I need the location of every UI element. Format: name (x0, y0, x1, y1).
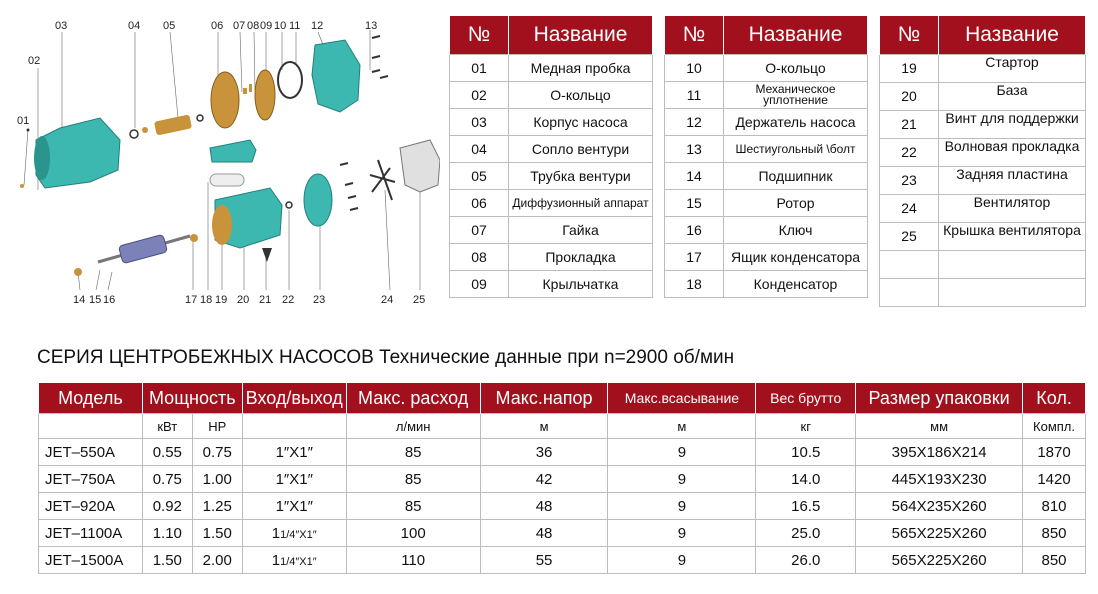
part-name: Волновая прокладка (939, 139, 1086, 167)
cell-pack: 445X193X230 (856, 466, 1023, 493)
parts-row (880, 111, 1086, 139)
part-number: 21 (880, 111, 939, 139)
cell-weight: 14.0 (756, 466, 856, 493)
part-name: Крышка вентилятора (939, 223, 1086, 251)
header-pack: Размер упаковки (856, 383, 1023, 414)
parts-row (880, 195, 1086, 223)
parts-row (665, 244, 868, 271)
part-number: 20 (880, 83, 939, 111)
cell-hp: 1.50 (192, 520, 242, 547)
part-name: Ящик конденсатора (724, 244, 868, 271)
exploded-pump-diagram (0, 0, 440, 320)
part-name: Ключ (724, 217, 868, 244)
cell-flow: 100 (346, 520, 480, 547)
parts-row (880, 251, 1086, 279)
cell-head: 55 (480, 547, 608, 574)
part-label-10: 10 (274, 20, 287, 32)
unit-head: м (480, 414, 608, 439)
part-number: 17 (665, 244, 724, 271)
unit-qty: Компл. (1023, 414, 1086, 439)
cell-qty: 1420 (1023, 466, 1086, 493)
cell-suction: 9 (608, 547, 756, 574)
parts-row (450, 163, 653, 190)
parts-row (665, 82, 868, 109)
part-label-24: 24 (381, 294, 394, 306)
part-number: 12 (665, 109, 724, 136)
cell-hp: 2.00 (192, 547, 242, 574)
part-number: 13 (665, 136, 724, 163)
cell-weight: 10.5 (756, 439, 856, 466)
cell-suction: 9 (608, 520, 756, 547)
inout-whole: 1″X1″ (275, 470, 313, 488)
inout-whole: 1 (271, 551, 281, 569)
part-name: База (939, 83, 1086, 111)
parts-row (665, 55, 868, 82)
part-name: Держатель насоса (724, 109, 868, 136)
cell-hp: 1.00 (192, 466, 242, 493)
cell-qty: 1870 (1023, 439, 1086, 466)
part-name: Гайка (509, 217, 653, 244)
parts-row (880, 279, 1086, 307)
spec-row (39, 547, 1086, 574)
cell-head: 48 (480, 520, 608, 547)
spec-row (39, 520, 1086, 547)
part-name: Стартор (939, 55, 1086, 83)
no-header: № (880, 16, 939, 55)
part-name: Крыльчатка (509, 271, 653, 298)
part-label-20: 20 (237, 294, 250, 306)
part-number: 15 (665, 190, 724, 217)
part-name: Медная пробка (509, 55, 653, 82)
header-model: Модель (39, 383, 143, 414)
inout-fraction: 1/4″X1″ (280, 555, 317, 568)
part-label-15: 15 (89, 294, 102, 306)
part-label-01: 01 (17, 115, 30, 127)
cell-flow: 110 (346, 547, 480, 574)
part-label-23: 23 (313, 294, 326, 306)
parts-row (450, 244, 653, 271)
inout-whole: 1″X1″ (275, 497, 313, 515)
part-number (880, 251, 939, 279)
parts-row (665, 109, 868, 136)
part-number: 18 (665, 271, 724, 298)
part-number (880, 279, 939, 307)
cell-model: JET–1500A (39, 547, 143, 574)
part-label-08: 08 (247, 20, 260, 32)
parts-row (665, 136, 868, 163)
cell-model: JET–550A (39, 439, 143, 466)
cell-pack: 564X235X260 (856, 493, 1023, 520)
parts-table-2 (664, 16, 868, 298)
header-head: Макс.напор (480, 383, 608, 414)
part-name: Ротор (724, 190, 868, 217)
spec-row (39, 439, 1086, 466)
part-name: Задняя пластина (939, 167, 1086, 195)
part-label-06: 06 (211, 20, 224, 32)
unit-suction: м (608, 414, 756, 439)
part-label-14: 14 (73, 294, 86, 306)
parts-row (880, 139, 1086, 167)
part-number: 16 (665, 217, 724, 244)
cell-kw: 1.10 (142, 520, 192, 547)
cell-kw: 0.92 (142, 493, 192, 520)
part-label-22: 22 (282, 294, 295, 306)
part-number: 05 (450, 163, 509, 190)
part-number: 22 (880, 139, 939, 167)
unit-model (39, 414, 143, 439)
cell-pack: 565X225X260 (856, 520, 1023, 547)
cell-flow: 85 (346, 439, 480, 466)
part-label-12: 12 (311, 20, 324, 32)
no-header: № (450, 16, 509, 55)
header-power: Мощность (142, 383, 242, 414)
part-name: Вентилятор (939, 195, 1086, 223)
part-name: О-кольцо (509, 82, 653, 109)
cell-hp: 0.75 (192, 439, 242, 466)
part-label-11: 11 (289, 20, 301, 32)
cell-weight: 25.0 (756, 520, 856, 547)
header-inout: Вход/выход (242, 383, 346, 414)
part-name: Сопло вентури (509, 136, 653, 163)
cell-model: JET–1100A (39, 520, 143, 547)
spec-row (39, 493, 1086, 520)
series-title: СЕРИЯ ЦЕНТРОБЕЖНЫХ НАСОСОВ Технические данные при n=2900 об/мин (37, 347, 735, 368)
parts-row (880, 167, 1086, 195)
parts-row (450, 271, 653, 298)
cell-head: 36 (480, 439, 608, 466)
cell-model: JET–920A (39, 493, 143, 520)
parts-row (450, 190, 653, 217)
header-flow: Макс. расход (346, 383, 480, 414)
inout-whole: 1″X1″ (275, 443, 313, 461)
name-header: Название (509, 16, 653, 55)
cell-kw: 0.55 (142, 439, 192, 466)
parts-table-3 (879, 16, 1086, 307)
unit-weight: кг (756, 414, 856, 439)
part-name: Трубка вентури (509, 163, 653, 190)
part-number: 10 (665, 55, 724, 82)
unit-inout (242, 414, 346, 439)
inout-whole: 1 (271, 524, 281, 542)
cell-suction: 9 (608, 439, 756, 466)
cell-pack: 395X186X214 (856, 439, 1023, 466)
spec-table (38, 383, 1086, 574)
parts-row (450, 109, 653, 136)
part-name: Диффузионный аппарат (509, 190, 653, 217)
header-suction: Макс.всасывание (608, 383, 756, 414)
unit-flow: л/мин (346, 414, 480, 439)
header-weight: Вес брутто (756, 383, 856, 414)
part-name: Конденсатор (724, 271, 868, 298)
parts-row (880, 55, 1086, 83)
part-label-09: 09 (260, 20, 273, 32)
part-number: 07 (450, 217, 509, 244)
part-label-21: 21 (259, 294, 272, 306)
cell-suction: 9 (608, 493, 756, 520)
cell-suction: 9 (608, 466, 756, 493)
parts-table-1 (449, 16, 653, 298)
part-name (939, 251, 1086, 279)
part-label-02: 02 (28, 55, 41, 67)
part-number: 01 (450, 55, 509, 82)
unit-kw: кВт (142, 414, 192, 439)
part-number: 25 (880, 223, 939, 251)
cell-inout (242, 520, 346, 547)
part-number: 19 (880, 55, 939, 83)
part-name: О-кольцо (724, 55, 868, 82)
cell-pack: 565X225X260 (856, 547, 1023, 574)
part-label-19: 19 (215, 294, 228, 306)
part-label-05: 05 (163, 20, 176, 32)
parts-row (450, 217, 653, 244)
part-label-13: 13 (365, 20, 378, 32)
parts-row (450, 136, 653, 163)
parts-row (450, 55, 653, 82)
parts-row (880, 83, 1086, 111)
part-label-25: 25 (413, 294, 426, 306)
part-label-03: 03 (55, 20, 68, 32)
cell-weight: 26.0 (756, 547, 856, 574)
cell-model: JET–750A (39, 466, 143, 493)
part-number: 04 (450, 136, 509, 163)
part-number: 23 (880, 167, 939, 195)
part-name: Прокладка (509, 244, 653, 271)
inout-fraction: 1/4″X1″ (280, 528, 317, 541)
name-header: Название (939, 16, 1086, 55)
parts-row (450, 82, 653, 109)
unit-hp: HP (192, 414, 242, 439)
part-number: 03 (450, 109, 509, 136)
part-number: 14 (665, 163, 724, 190)
part-number: 24 (880, 195, 939, 223)
part-number: 08 (450, 244, 509, 271)
no-header: № (665, 16, 724, 55)
part-label-04: 04 (128, 20, 141, 32)
part-number: 02 (450, 82, 509, 109)
cell-kw: 0.75 (142, 466, 192, 493)
parts-row (665, 190, 868, 217)
cell-inout (242, 439, 346, 466)
part-label-18: 18 (200, 294, 213, 306)
name-header: Название (724, 16, 868, 55)
cell-weight: 16.5 (756, 493, 856, 520)
cell-head: 42 (480, 466, 608, 493)
cell-qty: 810 (1023, 493, 1086, 520)
part-number: 06 (450, 190, 509, 217)
spec-row (39, 466, 1086, 493)
cell-flow: 85 (346, 493, 480, 520)
part-name: Шестиугольный \болт (724, 136, 868, 163)
parts-row (665, 271, 868, 298)
part-label-17: 17 (185, 294, 198, 306)
cell-qty: 850 (1023, 520, 1086, 547)
part-number: 09 (450, 271, 509, 298)
parts-row (665, 163, 868, 190)
part-label-07: 07 (233, 20, 246, 32)
part-name: Подшипник (724, 163, 868, 190)
cell-head: 48 (480, 493, 608, 520)
parts-row (880, 223, 1086, 251)
cell-qty: 850 (1023, 547, 1086, 574)
cell-inout (242, 466, 346, 493)
cell-inout (242, 493, 346, 520)
cell-inout (242, 547, 346, 574)
parts-row (665, 217, 868, 244)
part-name: Механическое уплотнение (724, 82, 868, 109)
part-name (939, 279, 1086, 307)
header-qty: Кол. (1023, 383, 1086, 414)
part-name: Винт для поддержки (939, 111, 1086, 139)
cell-kw: 1.50 (142, 547, 192, 574)
part-name: Корпус насоса (509, 109, 653, 136)
units-row (39, 414, 1086, 439)
part-number: 11 (665, 82, 724, 109)
unit-pack: мм (856, 414, 1023, 439)
cell-hp: 1.25 (192, 493, 242, 520)
part-label-16: 16 (103, 294, 116, 306)
cell-flow: 85 (346, 466, 480, 493)
